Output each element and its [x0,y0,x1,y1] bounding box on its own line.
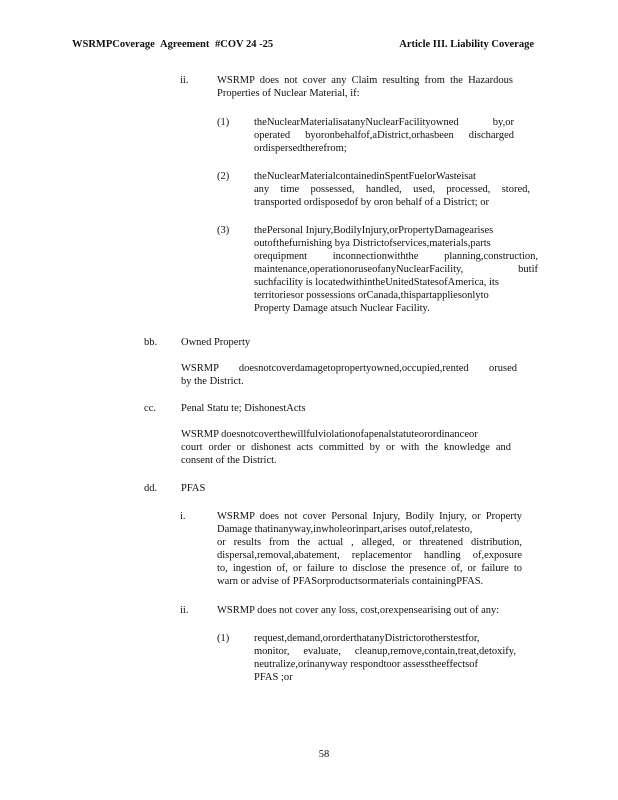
header-agreement: Agreement [160,39,210,50]
clause-marker: ii. [180,605,189,616]
clause-text: WSRMP does not cover any Claim resulting from the Hazardous Properties of Nuclear Material, if: [217,75,513,99]
item-marker: (1) [217,117,230,128]
item-text: request,demand,ororderthatanyDistrictorotherstestfor, monitor, evaluate, cleanup,remove,contain,treat,detoxify, neutralize,orinanyway respondtoor assesstheeffectsof PFAS ;or [254,633,516,683]
section-marker: bb. [144,337,158,348]
section-title: Owned Property [181,337,251,348]
item-marker: (1) [217,633,230,644]
item-marker: (2) [217,171,230,182]
section-title: Penal Statu te; DishonestActs [181,403,306,414]
item-marker: (3) [217,225,230,236]
section-marker: dd. [144,483,158,494]
header-article: Article III. Liability Coverage [399,39,534,50]
header-title: WSRMPCoverage [72,39,155,50]
item-text: theNuclearMaterialcontainedinSpentFuelorWasteisat any time possessed, handled, used, processed, stored, transported ordisposedof by oron behalf of a District; or [254,171,530,208]
item-text: thePersonal Injury,BodilyInjury,orPropertyDamagearises outofthefurnishing bya Districtofservices,materials,parts orequipment inconnectionwiththe planning,construction, maintenance,operationoruseofanyNuclearFacility, butif suchfacility is locatedwithintheUnitedStatesofAmerica, its territoriesor possessions orCanada,thispartappliesonlyto Property Damage atsuch Nuclear Facility. [254,225,538,314]
section-text: WSRMP doesnotcoverthewillfulviolationofapenalstatuteorordinanceor court order or dishonest acts committed by or with the knowledge and consent of the District. [181,429,511,466]
clause-marker: i. [180,511,186,522]
section-title: PFAS [181,483,206,494]
item-text: theNuclearMaterialisatanyNuclearFacilityowned by,or operated byoronbehalfof,aDistrict,orhasbeen discharged ordispersedtherefrom; [254,117,514,154]
header-cov-number: #COV 24 -25 [215,39,274,50]
section-text: WSRMP doesnotcoverdamagetopropertyowned,occupied,rented orused by the District. [181,363,517,387]
page-number: 58 [318,749,330,760]
clause-marker: ii. [180,75,189,86]
section-marker: cc. [144,403,156,414]
clause-text: WSRMP does not cover any loss, cost,orexpensearising out of any: [217,605,500,616]
clause-text: WSRMP does not cover Personal Injury, Bodily Injury, or Property Damage thatinanyway,inwholeorinpart,arises outof,relatesto, or results from the actual , alleged, or threatened distribution, dispersal,removal,abatement, replacementor handling of,exposure to, ingestion of, or failure to disclose the presence of, or failure to warn or advise of PFASorproductsormaterials containingPFAS. [217,511,522,587]
